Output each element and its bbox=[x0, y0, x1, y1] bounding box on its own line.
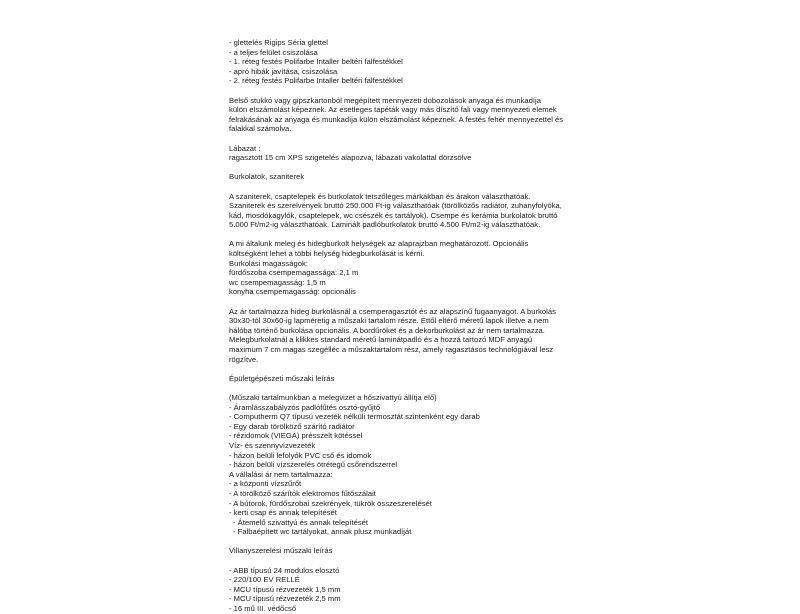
list-item: - MCU típusú rézvezeték 2,5 mm bbox=[229, 594, 341, 604]
paragraph-line: Szaniterek és szerelvények bruttó 250.000 Ft-ig választhatóak (törölközős radiátor, zuhanyfolyóka, bbox=[229, 201, 562, 211]
list-item: - A törölköző szárítók elektromos fűtőszálait bbox=[229, 488, 376, 498]
paragraph-line: Melegburkolatnál a klikkes standard méretű laminátpadló és a hozzá tartozó MDF anyagú bbox=[229, 335, 533, 345]
paragraph-line: felrakásának az anyaga és munkadíja külön elszámolást képeznek. A festés fehér mennyezettel és bbox=[229, 114, 564, 124]
stucco-paragraph bbox=[229, 96, 581, 134]
list-item: (Műszaki tartalmunkban a melegvizet a hőszivattyú állítja elő) bbox=[229, 392, 437, 402]
paragraph-line: A mi általunk meleg és hidegburkolt helységek az alaprajzban meghatározott. Opcionális bbox=[229, 239, 529, 249]
list-item: - Átemelő szivattyú és annak telepítését bbox=[233, 517, 369, 527]
elec-list bbox=[229, 566, 581, 614]
paragraph-line: ragasztott 15 cm XPS szigetelés alapozva, lábazati vakolattal dörzsölve bbox=[229, 153, 472, 163]
plinth-heading: Lábazat : bbox=[229, 143, 261, 153]
sanitary-paragraph bbox=[229, 192, 581, 230]
mech-heading: Épületgépészeti műszaki leírás bbox=[229, 373, 335, 383]
paragraph-line: hálóba történő burkolása opcionális. A bordűröket és a dekorburkolást az ár nem tartalmazza. bbox=[229, 325, 545, 335]
paragraph-line: 30x30-tól 30x60-ig lapméretig a műszaki tartalom része. Ettől eltérő méretű lapok illetve a nem bbox=[229, 316, 549, 326]
list-item: - Falbaépített wc tartályokat, annak plusz munkadíját bbox=[233, 527, 412, 537]
paragraph-line: 5.000 Ft/m2-ig választhatóak. Laminált padlóburkolatok bruttó 4.500 Ft/m2-ig választhatóak. bbox=[229, 220, 541, 230]
list-item: - 220/100 EV RELLÉ bbox=[229, 575, 300, 585]
list-item: - A bútorok, fürdőszobai szekrények, tükrök összeszerelését bbox=[229, 498, 432, 508]
paragraph-line: költségként lehet a többi helység hidegburkolását is kérni. bbox=[229, 249, 425, 259]
paragraph-line: fürdőszoba csempemagassága: 2,1 m bbox=[229, 268, 359, 278]
paragraph-line: A szaniterek, csaptelepek és burkolatok tetszőleges márkákban és árakon választhatóak. bbox=[229, 191, 531, 201]
list-item: - 16 mű III. védőcső bbox=[229, 604, 297, 614]
paragraph-line: rögzítve. bbox=[229, 354, 259, 364]
plaster-list bbox=[229, 38, 581, 86]
list-item: - a teljes felület csiszolása bbox=[229, 47, 318, 57]
grout-paragraph bbox=[229, 307, 581, 365]
tiling-heading: Burkolatok, szaniterek bbox=[229, 172, 305, 182]
list-item: - 1. réteg festés Polifarbe Intaller beltéri falfestékkel bbox=[229, 57, 403, 67]
plinth-section bbox=[229, 144, 581, 163]
tile-heights-section bbox=[229, 239, 581, 297]
list-item: Víz- és szennyvízvezeték bbox=[229, 440, 316, 450]
list-item: - MCU típusú rézvezeték 1,5 mm bbox=[229, 584, 341, 594]
paragraph-line: maximum 7 cm magas szegélléc a műszaktartalom rész, amely ragasztásos technológiával lesz bbox=[229, 345, 554, 354]
elec-heading: Villanyszerelési műszaki leírás bbox=[229, 546, 333, 556]
paragraph-line: Burkolási magasságok: bbox=[229, 258, 308, 268]
paragraph-line: Az ár tartalmazza hideg burkolásnál a csemperagasztót és az alapszínű fugaanyagot. A burkolás bbox=[229, 306, 556, 316]
list-item: - házon belüli vízszerelés ötrétegű csőrendszerrel bbox=[229, 460, 398, 470]
list-item: - házon belüli lefolyók PVC cső és idomok bbox=[229, 450, 372, 460]
mech-list bbox=[229, 393, 581, 537]
list-item: - ABB típusú 24 modulos elosztó bbox=[229, 565, 340, 575]
list-item: - a központi vízszűrőt bbox=[229, 479, 302, 489]
document-page bbox=[229, 38, 581, 614]
paragraph-line: falakkal számolva. bbox=[229, 124, 292, 134]
list-item: - Egy darab törölköző szárító radiátor bbox=[229, 421, 355, 431]
list-item: - apró hibák javítása, csiszolása bbox=[229, 66, 338, 76]
list-item: - Áramlásszabályzós padlófűtés osztó-gyűjtő bbox=[229, 402, 381, 412]
list-item: A vállalási ár nem tartalmazza: bbox=[229, 469, 333, 479]
list-item: - glettelés Rigips Séria glettel bbox=[229, 38, 328, 47]
list-item: - Computherm Q7 típusú vezeték nélküli termosztát szintenként egy darab bbox=[229, 412, 480, 422]
paragraph-line: Belső stukkó vagy gipszkartonból megépített mennyezeti dobozolások anyaga és munkadíja bbox=[229, 95, 541, 105]
paragraph-line: konyha csempemagasság: opcionális bbox=[229, 287, 356, 297]
paragraph-line: wc csempemagasság: 1,5 m bbox=[229, 277, 326, 287]
list-item: - rézidomok (VIEGA) présszelt kötéssel bbox=[229, 431, 363, 441]
list-item: - kerti csap és annak telepítését bbox=[229, 508, 337, 518]
list-item: - 2. réteg festés Polifarbe Intaller beltéri falfestékkel bbox=[229, 76, 403, 86]
paragraph-line: külön elszámolást képeznek. Az esetleges tapéták vagy más díszítő fali vagy mennyezeti elemek bbox=[229, 105, 557, 115]
paragraph-line: kád, mosdókagylók, csaptelepek, wc csészék és tartályok). Csempe és kerámia burkolatok bruttó bbox=[229, 210, 558, 220]
